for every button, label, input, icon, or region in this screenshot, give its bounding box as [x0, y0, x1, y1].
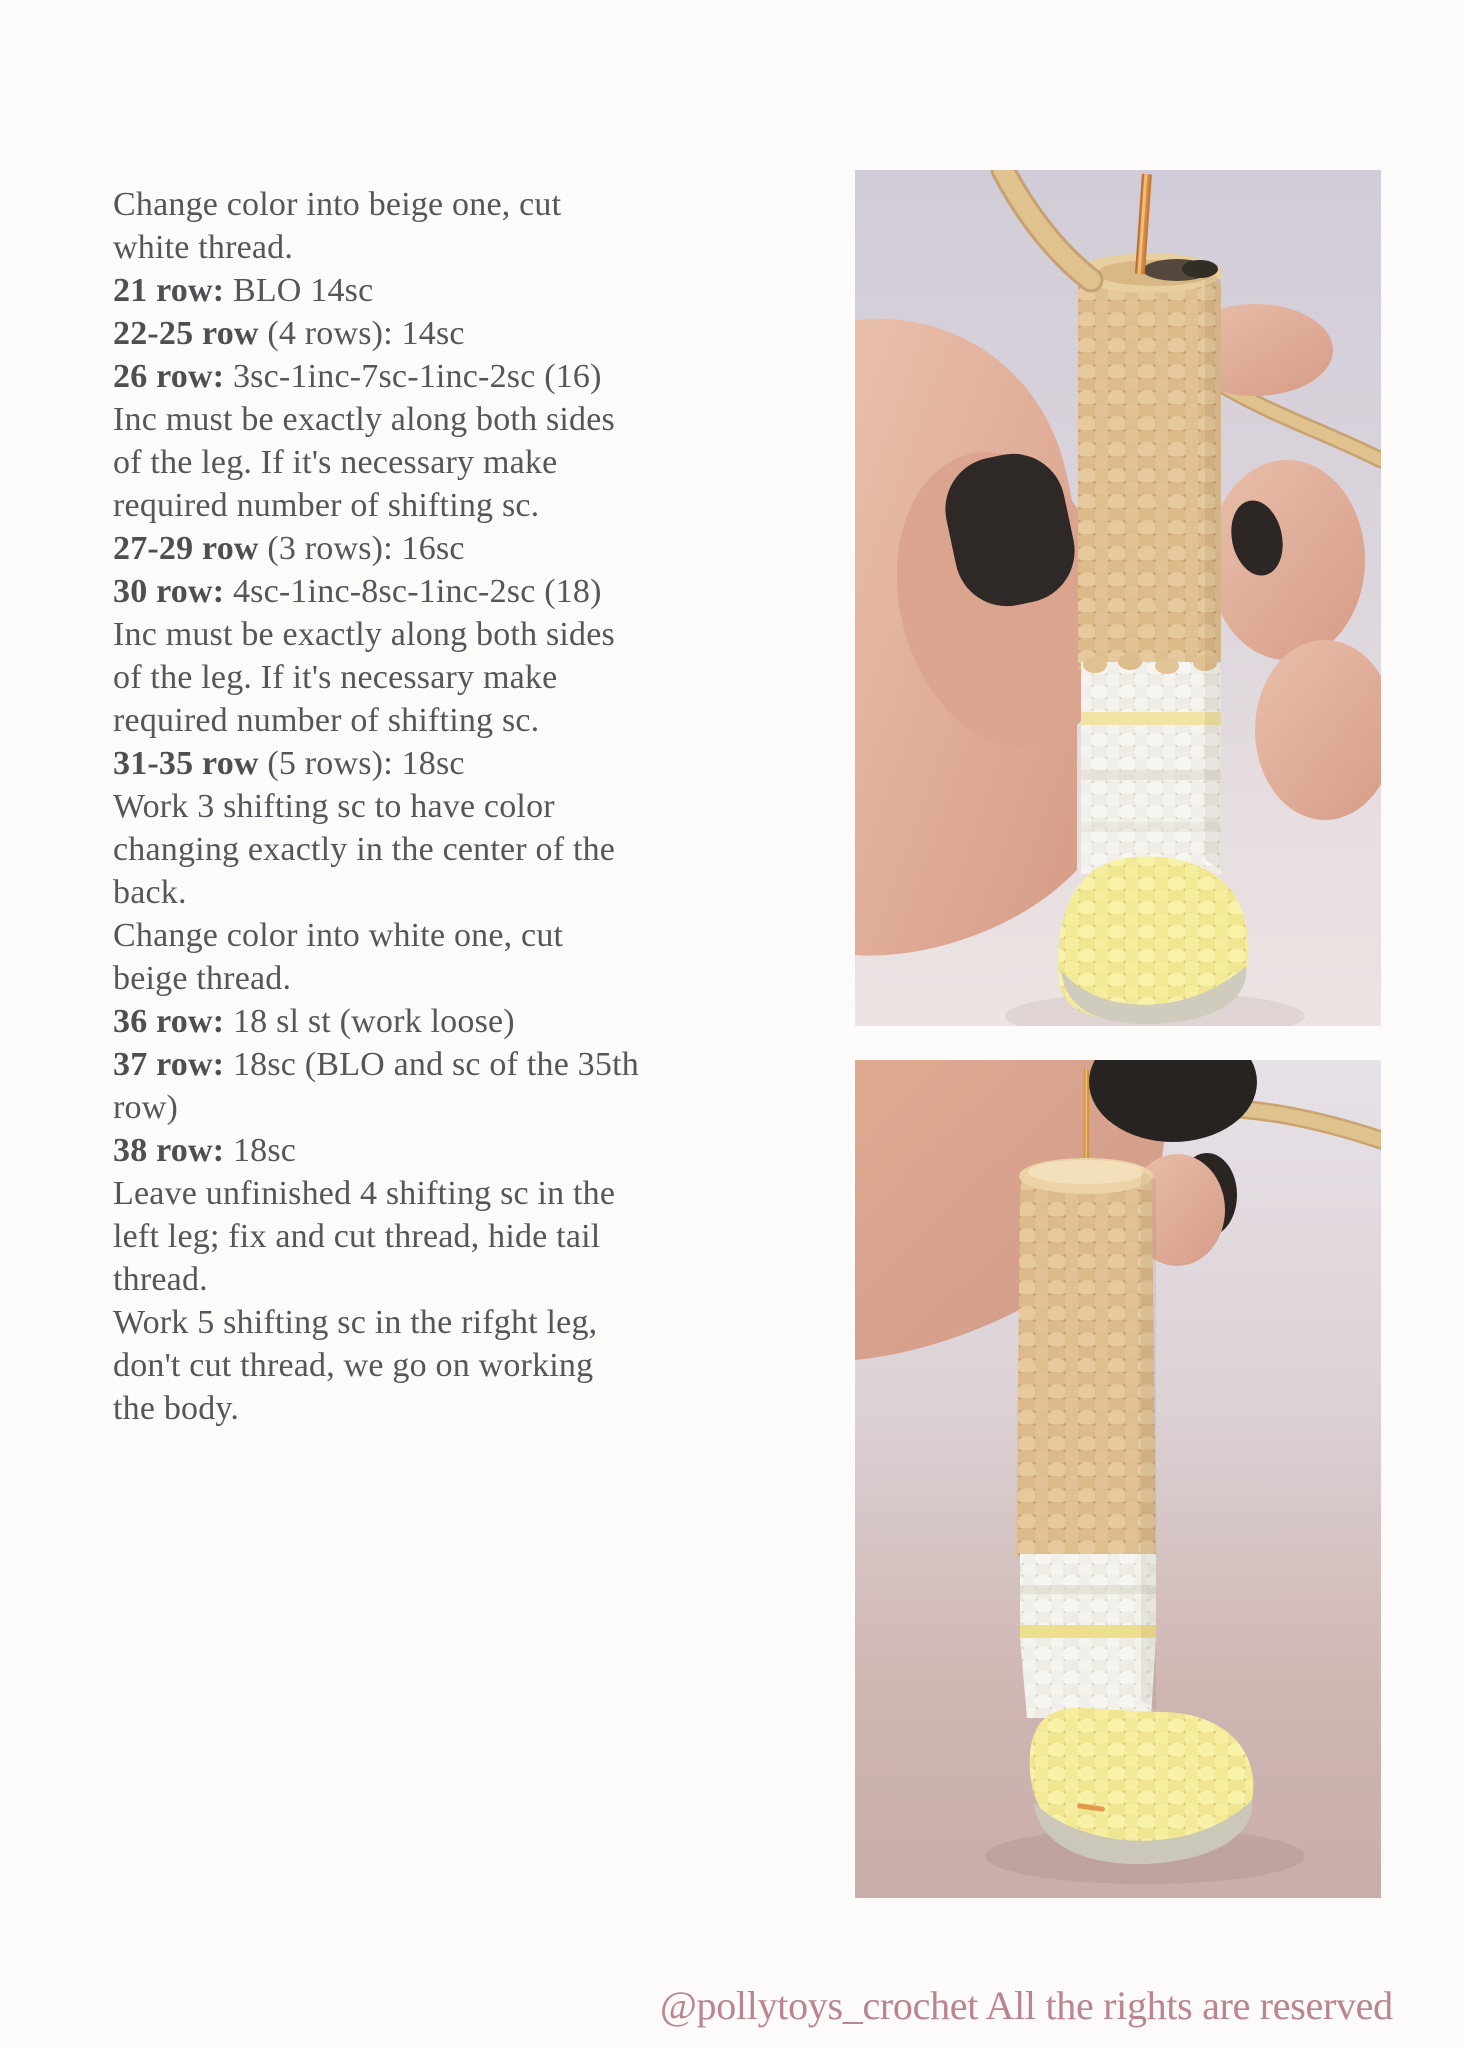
instruction-line: [113, 441, 793, 484]
instruction-fragment: 3sc-1inc-7sc-1inc-2sc (16): [224, 358, 602, 395]
photo-leg-finished-art: [855, 1060, 1381, 1898]
watermark: @pollytoys_crochet All the rights are reserved: [660, 1983, 1393, 2028]
instruction-fragment: (5 rows): 18sc: [258, 745, 465, 782]
instruction-fragment: required number of shifting sc.: [113, 702, 540, 739]
row-label: 22-25 row: [113, 315, 259, 352]
row-label: 36 row:: [113, 1003, 225, 1040]
row-label: 27-29 row: [113, 530, 259, 567]
instruction-fragment: Inc must be exactly along both sides: [113, 401, 615, 438]
instruction-fragment: Leave unfinished 4 shifting sc in the: [113, 1175, 616, 1212]
instruction-fragment: back.: [113, 874, 187, 911]
row-label: 31-35 row: [113, 745, 259, 782]
instruction-line: [113, 613, 793, 656]
instruction-fragment: white thread.: [113, 229, 294, 266]
instruction-line: [113, 527, 793, 570]
instruction-fragment: the body.: [113, 1390, 240, 1427]
instruction-line: [113, 957, 793, 1000]
instruction-fragment: of the leg. If it's necessary make: [113, 659, 558, 696]
row-label: 26 row:: [113, 358, 225, 395]
photo-leg-in-progress: [855, 170, 1381, 1026]
instruction-line: [113, 1000, 793, 1043]
instruction-line: [113, 312, 793, 355]
row-label: 37 row:: [113, 1046, 225, 1083]
instruction-fragment: of the leg. If it's necessary make: [113, 444, 558, 481]
instruction-line: [113, 699, 793, 742]
instruction-fragment: BLO 14sc: [224, 272, 374, 309]
shin-grey-row-2: [1081, 822, 1221, 832]
instruction-fragment: beige thread.: [113, 960, 292, 997]
instruction-fragment: (4 rows): 14sc: [258, 315, 465, 352]
instruction-fragment: required number of shifting sc.: [113, 487, 540, 524]
instruction-line: [113, 183, 793, 226]
row-label: 30 row:: [113, 573, 225, 610]
leg-right-shading-2: [1141, 1170, 1156, 1710]
instruction-line: [113, 1387, 793, 1430]
instruction-line: [113, 1258, 793, 1301]
instruction-line: [113, 269, 793, 312]
instruction-line: [113, 1344, 793, 1387]
instruction-line: [113, 1086, 793, 1129]
shin-yellow-stripe: [1081, 712, 1221, 725]
shin-white-lower: [1020, 1638, 1156, 1718]
instruction-line: [113, 1172, 793, 1215]
instruction-line: [113, 742, 793, 785]
row-label: 38 row:: [113, 1132, 225, 1169]
instruction-fragment: (3 rows): 16sc: [258, 530, 465, 567]
instruction-line: [113, 398, 793, 441]
instruction-fragment: Work 5 shifting sc in the rifght leg,: [113, 1304, 598, 1341]
instruction-line: [113, 570, 793, 613]
instruction-fragment: Work 3 shifting sc to have color: [113, 788, 555, 825]
instruction-line: [113, 1043, 793, 1086]
instruction-fragment: changing exactly in the center of the: [113, 831, 616, 868]
instruction-line: [113, 914, 793, 957]
photo-leg-finished: [855, 1060, 1381, 1898]
instruction-fragment: 18sc: [224, 1132, 297, 1169]
finger-right: [1209, 460, 1365, 660]
leg-top-rim-light: [1028, 1160, 1144, 1184]
instruction-line: [113, 226, 793, 269]
photo-leg-in-progress-art: [855, 170, 1381, 1026]
instruction-text: [113, 183, 793, 1430]
instruction-fragment: Inc must be exactly along both sides: [113, 616, 615, 653]
instruction-line: [113, 828, 793, 871]
instruction-fragment: Change color into beige one, cut: [113, 186, 562, 223]
instruction-fragment: 4sc-1inc-8sc-1inc-2sc (18): [224, 573, 602, 610]
leg-white-section: [1081, 662, 1221, 874]
instruction-fragment: 18sc (BLO and sc of the 35th: [224, 1046, 639, 1083]
instruction-line: [113, 1301, 793, 1344]
shin-grey-row-3: [1020, 1585, 1156, 1594]
instruction-fragment: 18 sl st (work loose): [224, 1003, 515, 1040]
instruction-line: [113, 871, 793, 914]
instruction-fragment: row): [113, 1089, 178, 1126]
leg-right-shading: [1205, 270, 1221, 870]
instruction-fragment: don't cut thread, we go on working: [113, 1347, 594, 1384]
instruction-line: [113, 656, 793, 699]
leg-beige-section: [1078, 266, 1221, 670]
instruction-line: [113, 785, 793, 828]
instruction-fragment: thread.: [113, 1261, 208, 1298]
instruction-line: [113, 1215, 793, 1258]
instruction-line: [113, 484, 793, 527]
instruction-fragment: left leg; fix and cut thread, hide tail: [113, 1218, 601, 1255]
row-label: 21 row:: [113, 272, 225, 309]
shin-yellow-stripe-2: [1020, 1625, 1156, 1638]
leg-beige-section-2: [1016, 1166, 1156, 1558]
instruction-line: [113, 355, 793, 398]
shin-grey-row: [1081, 770, 1221, 780]
instruction-fragment: Change color into white one, cut: [113, 917, 564, 954]
instruction-line: [113, 1129, 793, 1172]
